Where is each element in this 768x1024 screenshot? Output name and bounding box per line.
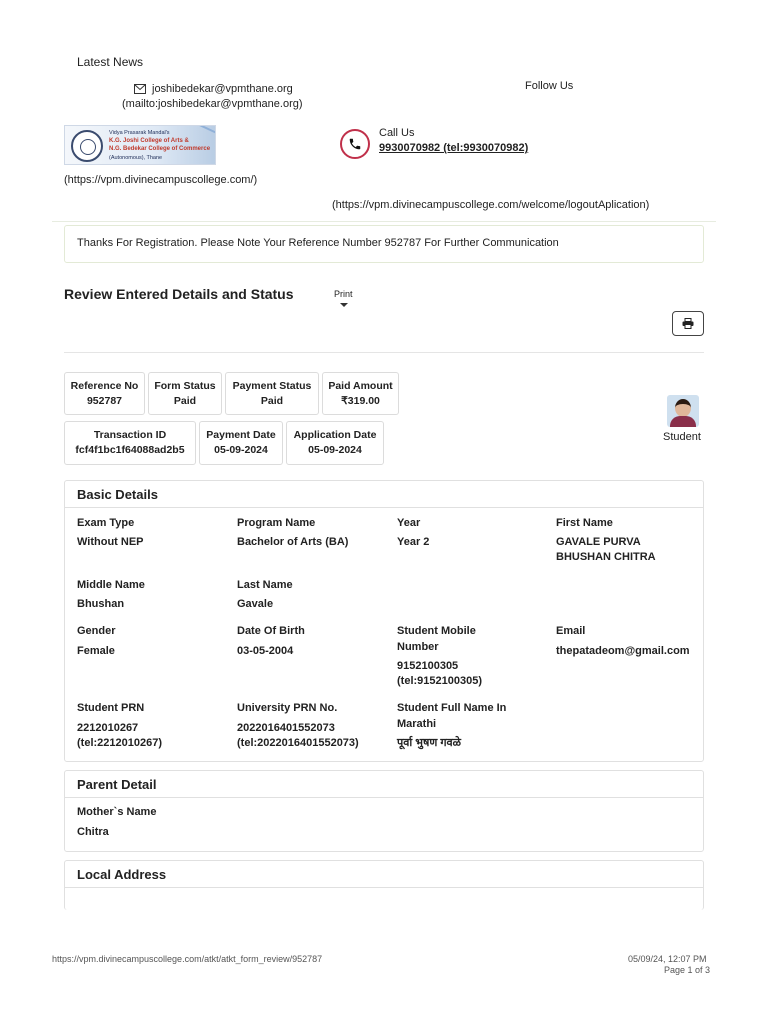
latest-news-link[interactable]: Latest News [77, 55, 144, 69]
middle-name-label: Middle Name [77, 579, 145, 591]
email-value: thepatadeom@gmail.com [556, 645, 690, 657]
first-name-value: GAVALE PURVA [556, 536, 641, 548]
university-prn-link[interactable]: 2022016401552073 [237, 722, 335, 734]
form-status-value: Paid [173, 395, 197, 407]
logo-line: K.G. Joshi College of Arts & [109, 138, 189, 144]
paid-amount-value: ₹319.00 [341, 395, 380, 407]
university-prn-tel-link[interactable]: (tel:2022016401552073) [237, 737, 359, 749]
application-date-label: Application Date [293, 429, 377, 441]
student-photo [667, 395, 699, 427]
divider [64, 352, 704, 353]
first-name-label: First Name [556, 517, 613, 529]
form-status-box [148, 372, 222, 415]
college-home-link[interactable]: (https://vpm.divinecampuscollege.com/) [64, 174, 258, 186]
email-contact[interactable] [134, 83, 293, 95]
logo-line: N.G. Bedekar College of Commerce [109, 146, 211, 152]
gender-value: Female [77, 645, 115, 657]
print-dropdown[interactable]: Print [334, 289, 353, 299]
payment-status-label: Payment Status [232, 380, 312, 392]
form-status-label: Form Status [154, 380, 216, 392]
last-name-label: Last Name [237, 579, 293, 591]
university-prn-label: University PRN No. [237, 702, 338, 714]
exam-type-label: Exam Type [77, 517, 135, 529]
reference-no-value: 952787 [86, 395, 123, 407]
local-address-card [64, 860, 704, 910]
footer-url: https://vpm.divinecampuscollege.com/atkt/atkt_form_review/952787 [52, 954, 323, 964]
follow-us-label: Follow Us [525, 80, 574, 92]
logo-line: (Autonomous), Thane [109, 155, 163, 161]
registration-alert: Thanks For Registration. Please Note Your Reference Number 952787 For Further Communication [64, 225, 704, 263]
dob-value: 03-05-2004 [237, 645, 294, 657]
call-us-label: Call Us [379, 127, 415, 139]
logout-link[interactable]: (https://vpm.divinecampuscollege.com/welcome/logoutAplication) [332, 199, 650, 211]
payment-date-label: Payment Date [206, 429, 276, 441]
basic-details-title: Basic Details [65, 481, 703, 508]
email-mailto-link[interactable]: (mailto:joshibedekar@vpmthane.org) [122, 98, 303, 110]
mobile-link[interactable]: 9152100305 [397, 660, 459, 672]
first-name-value-line2: BHUSHAN CHITRA [556, 551, 656, 563]
last-name-value: Gavale [237, 598, 274, 610]
payment-status-box [225, 372, 319, 415]
transaction-id-label: Transaction ID [93, 429, 167, 441]
marathi-name-value: पूर्वा भुषण गवळे [397, 737, 462, 749]
payment-date-box [199, 421, 283, 465]
college-logo[interactable] [64, 125, 216, 165]
phone-icon [340, 129, 370, 159]
prn-link[interactable]: 2212010267 [77, 722, 139, 734]
marathi-name-label: Student Full Name In [397, 702, 507, 714]
reference-no-box [64, 372, 145, 415]
phone-link[interactable]: 9930070982 (tel:9930070982) [379, 142, 529, 154]
college-seal-icon [71, 130, 103, 162]
footer-datetime: 05/09/24, 12:07 PM [628, 954, 707, 964]
prn-label: Student PRN [77, 702, 145, 714]
student-photo-label: Student [663, 431, 701, 443]
parent-detail-title: Parent Detail [65, 771, 703, 798]
page-title: Review Entered Details and Status [64, 286, 294, 302]
payment-date-value: 05-09-2024 [214, 444, 268, 456]
mobile-tel-link[interactable]: (tel:9152100305) [397, 675, 483, 687]
exam-type-value: Without NEP [77, 536, 144, 548]
mother-name-value: Chitra [77, 826, 109, 838]
printer-icon [682, 318, 694, 329]
year-value: Year 2 [397, 536, 430, 548]
parent-detail-card [64, 770, 704, 852]
dob-label: Date Of Birth [237, 625, 305, 637]
application-date-value: 05-09-2024 [308, 444, 362, 456]
program-name-label: Program Name [237, 517, 316, 529]
middle-name-value: Bhushan [77, 598, 125, 610]
prn-tel-link[interactable]: (tel:2212010267) [77, 737, 163, 749]
email-label: Email [556, 625, 586, 637]
divider [52, 221, 716, 222]
mobile-label-line2: Number [397, 641, 439, 653]
marathi-name-label-line2: Marathi [397, 718, 437, 730]
paid-amount-box [322, 372, 399, 415]
envelope-icon [134, 84, 146, 94]
transaction-id-box [64, 421, 196, 465]
caret-down-icon[interactable] [340, 303, 348, 307]
reference-no-label: Reference No [70, 380, 139, 392]
year-label: Year [397, 517, 421, 529]
footer-page-number: Page 1 of 3 [664, 965, 711, 975]
transaction-id-value: fcf4f1bc1f64088ad2b5 [75, 444, 185, 456]
payment-status-value: Paid [260, 395, 284, 407]
program-name-value: Bachelor of Arts (BA) [237, 536, 349, 548]
paid-amount-label: Paid Amount [328, 380, 393, 392]
logo-line: Vidya Prasarak Mandal's [109, 130, 170, 136]
basic-details-card [64, 480, 704, 762]
mother-name-label: Mother`s Name [77, 806, 157, 818]
print-button[interactable] [672, 311, 704, 336]
gender-label: Gender [77, 625, 116, 637]
mobile-label: Student Mobile [397, 625, 476, 637]
application-date-box [286, 421, 384, 465]
email-text: joshibedekar@vpmthane.org [152, 83, 293, 95]
local-address-title: Local Address [65, 861, 703, 888]
